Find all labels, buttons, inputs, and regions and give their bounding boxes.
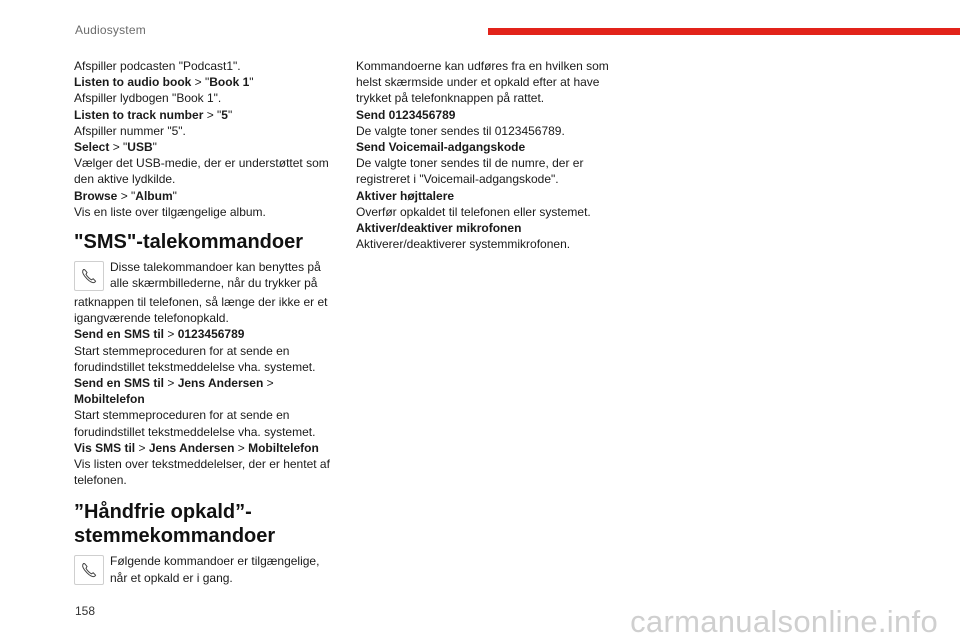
- right-column: [356, 58, 618, 252]
- sms-view-desc1: Vis listen over tekstmeddelelser, der er hentet af: [74, 457, 330, 472]
- phone-handset-icon: [74, 261, 104, 291]
- send-number-desc: De valgte toner sendes til 0123456789.: [356, 123, 565, 138]
- sms-send-contact-desc1: Start stemmeproceduren for at sende en: [74, 408, 290, 423]
- sms-intro-line2: alle skærmbillederne, når du trykker på: [110, 276, 318, 291]
- handsfree-heading-line2: stemmekommandoer: [74, 525, 276, 548]
- command-keyword: Vis SMS til: [74, 440, 136, 455]
- left-column: [74, 58, 336, 588]
- command-keyword: Send en SMS til: [74, 376, 165, 391]
- command-argument: Mobiltelefon: [74, 392, 145, 407]
- sms-view-command: Vis SMS til > Jens Andersen > Mobiltelefon: [74, 440, 319, 455]
- send-voicemail-command: Send Voicemail-adgangskode: [356, 140, 526, 155]
- track-description: Afspiller nummer "5".: [74, 123, 186, 138]
- handsfree-intro-line1: Følgende kommandoer er tilgængelige,: [110, 554, 320, 569]
- header-accent-bar: [488, 28, 960, 35]
- select-description-line2: den aktive lydkilde.: [74, 172, 176, 187]
- right-intro-line3: trykket på telefonknappen på rattet.: [356, 91, 545, 106]
- intro-line: Afspiller podcasten "Podcast1".: [74, 59, 241, 73]
- browse-description: Vis en liste over tilgængelige album.: [74, 204, 266, 219]
- command-argument: Book 1: [209, 75, 250, 90]
- send-voicemail-desc2: registreret i "Voicemail-adgangskode".: [356, 172, 559, 187]
- command-keyword: Select: [74, 140, 110, 155]
- sms-send-contact-command: Send en SMS til > Jens Andersen >: [74, 376, 274, 391]
- sms-section-heading: "SMS"-talekommandoer: [74, 231, 304, 254]
- sms-view-desc2: telefonen.: [74, 473, 127, 488]
- sms-send-contact-desc2: forudindstillet tekstmeddelelse vha. systemet.: [74, 424, 316, 439]
- sms-intro-line4: igangværende telefonopkald.: [74, 311, 229, 326]
- page-number: 158: [75, 604, 96, 618]
- sms-send-contact-command-cont: [74, 391, 336, 407]
- speaker-desc: Overfør opkaldet til telefonen eller systemet.: [356, 204, 591, 219]
- track-command: Listen to track number > "5": [74, 107, 233, 122]
- command-argument: Album: [135, 188, 173, 203]
- command-argument: 0123456789: [177, 327, 245, 342]
- mic-desc: Aktiverer/deaktiverer systemmikrofonen.: [356, 237, 571, 252]
- select-command: Select > "USB": [74, 140, 157, 155]
- select-description-line1: Vælger det USB-medie, der er understøttet som: [74, 156, 329, 171]
- sms-send-number-desc2: forudindstillet tekstmeddelelse vha. systemet.: [74, 359, 316, 374]
- send-voicemail-desc1: De valgte toner sendes til de numre, der er: [356, 156, 584, 171]
- send-number-command: Send 0123456789: [356, 107, 456, 122]
- page-header-title: Audiosystem: [75, 23, 146, 37]
- command-argument: 5: [221, 107, 228, 122]
- audiobook-description: Afspiller lydbogen "Book 1".: [74, 91, 222, 106]
- command-argument: Mobiltelefon: [248, 440, 319, 455]
- right-intro-line1: Kommandoerne kan udføres fra en hvilken som: [356, 59, 609, 73]
- command-keyword: Listen to track number: [74, 107, 204, 122]
- handsfree-heading-line1: ”Håndfrie opkald”-: [74, 501, 252, 524]
- handsfree-intro-line2: når et opkald er i gang.: [110, 570, 233, 585]
- command-argument: Jens Andersen: [177, 376, 264, 391]
- command-argument: Jens Andersen: [148, 440, 235, 455]
- sms-send-number-command: Send en SMS til > 0123456789: [74, 327, 245, 342]
- command-argument: USB: [127, 140, 153, 155]
- sms-intro-line1: Disse talekommandoer kan benyttes på: [110, 260, 321, 275]
- command-keyword: Send en SMS til: [74, 327, 165, 342]
- command-keyword: Browse: [74, 188, 118, 203]
- sms-send-number-desc1: Start stemmeproceduren for at sende en: [74, 343, 290, 358]
- right-intro-line2: helst skærmside under et opkald efter at have: [356, 75, 600, 90]
- phone-handset-icon: [74, 555, 104, 585]
- command-keyword: Listen to audio book: [74, 75, 192, 90]
- site-watermark: carmanualsonline.info: [630, 604, 938, 639]
- mic-command: Aktiver/deaktiver mikrofonen: [356, 221, 522, 236]
- sms-intro-line3: ratknappen til telefonen, så længe der ikke er et: [74, 295, 328, 310]
- handsfree-section-heading: [74, 500, 336, 548]
- browse-command: Browse > "Album": [74, 188, 177, 203]
- speaker-command: Aktiver højttalere: [356, 188, 455, 203]
- audiobook-command: Listen to audio book > "Book 1": [74, 75, 254, 90]
